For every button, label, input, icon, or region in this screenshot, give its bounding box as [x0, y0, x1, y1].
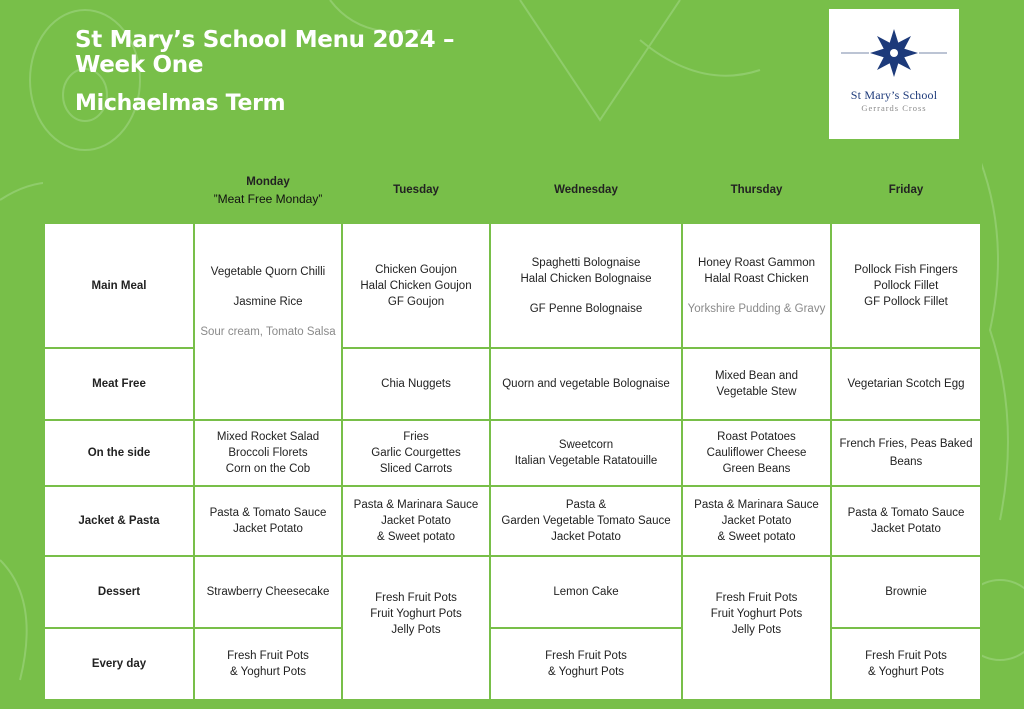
- logo-location: Gerrards Cross: [861, 103, 927, 113]
- row-label-dessert: Dessert: [44, 556, 194, 628]
- menu-line: Fruit Yoghurt Pots: [710, 608, 803, 620]
- menu-line: GF Penne Bolognaise: [529, 302, 643, 315]
- row-label-every-day: Every day: [44, 628, 194, 700]
- wednesday-meat-free: Quorn and vegetable Bolognaise: [490, 348, 682, 420]
- row-label-on-the-side: On the side: [44, 420, 194, 486]
- menu-line: Jelly Pots: [391, 624, 441, 636]
- day-header-friday: Friday: [831, 157, 981, 223]
- menu-line: & Yoghurt Pots: [867, 666, 945, 678]
- monday-dessert: Strawberry Cheesecake: [194, 556, 342, 628]
- leaf-sketch-left: [0, 560, 27, 680]
- dessert-row: [44, 556, 981, 628]
- menu-line: & Sweet potato: [377, 531, 455, 543]
- star-flower-icon: [829, 9, 959, 139]
- logo-school-name: St Mary’s School: [850, 88, 938, 102]
- menu-line: Halal Chicken Goujon: [360, 279, 472, 292]
- menu-line-extra: Sour cream, Tomato Salsa: [200, 325, 336, 338]
- menu-line: Fries: [403, 431, 429, 443]
- friday-side: French Fries, Peas Baked Beans: [831, 420, 981, 486]
- menu-line: Pasta &: [565, 499, 607, 511]
- corner-cell: [44, 157, 194, 223]
- menu-line: Honey Roast Gammon: [698, 256, 815, 269]
- menu-line: Jacket Potato: [551, 531, 621, 543]
- stem-sketch: [640, 40, 760, 76]
- menu-line: Mixed Rocket Salad: [216, 431, 320, 443]
- menu-line: Halal Chicken Bolognaise: [520, 272, 652, 285]
- leaf-sketch-top: [520, 0, 680, 120]
- menu-line: Jasmine Rice: [233, 295, 303, 308]
- menu-line: Pasta & Tomato Sauce: [847, 507, 965, 519]
- meat-free-row: [44, 348, 981, 420]
- tuesday-dessert-every-day: [342, 556, 490, 700]
- school-logo: [829, 9, 959, 139]
- wednesday-every-day: [490, 628, 682, 700]
- friday-dessert: Brownie: [831, 556, 981, 628]
- menu-line: Chicken Goujon: [375, 263, 457, 276]
- menu-line: Sweetcorn: [558, 439, 614, 451]
- thursday-main-meal: [682, 223, 831, 348]
- row-label-jacket-pasta: Jacket & Pasta: [44, 486, 194, 556]
- menu-line: Fresh Fruit Pots: [715, 592, 798, 604]
- menu-line: Halal Roast Chicken: [704, 272, 809, 285]
- menu-line: Jacket Potato: [721, 515, 792, 527]
- day-label-monday: Monday: [246, 175, 290, 188]
- menu-line: Jacket Potato: [381, 515, 451, 527]
- menu-line: Italian Vegetable Ratatouille: [514, 455, 658, 467]
- menu-line: Fruit Yoghurt Pots: [370, 608, 462, 620]
- thursday-dessert-every-day: [682, 556, 831, 700]
- menu-line: Fresh Fruit Pots: [545, 650, 627, 662]
- every-day-row: [44, 628, 981, 700]
- term-subtitle: Michaelmas Term: [75, 91, 286, 116]
- leaf-sketch-right: [980, 160, 1008, 520]
- jacket-pasta-row: [44, 486, 981, 556]
- menu-line: Pasta & Tomato Sauce: [209, 507, 327, 519]
- wednesday-side: [490, 420, 682, 486]
- main-meal-row: [44, 223, 981, 348]
- tuesday-meat-free: Chia Nuggets: [342, 348, 490, 420]
- menu-line: & Sweet potato: [717, 531, 796, 543]
- page-title: St Mary’s School Menu 2024 – Week One: [75, 27, 455, 78]
- menu-line: Garden Vegetable Tomato Sauce: [501, 515, 671, 527]
- menu-line: Mixed Bean and: [714, 370, 799, 382]
- friday-main-meal: [831, 223, 981, 348]
- meat-free-monday-note: ”Meat Free Monday”: [213, 191, 323, 206]
- menu-line: Pasta & Marinara Sauce: [694, 499, 819, 511]
- menu-line: Corn on the Cob: [225, 463, 311, 475]
- monday-every-day: [194, 628, 342, 700]
- day-header-thursday: Thursday: [682, 157, 831, 223]
- menu-line: Pollock Fish Fingers: [854, 263, 958, 276]
- on-the-side-row: [44, 420, 981, 486]
- menu-line: Broccoli Florets: [228, 447, 308, 459]
- tuesday-main-meal: [342, 223, 490, 348]
- monday-side: [194, 420, 342, 486]
- day-header-tuesday: Tuesday: [342, 157, 490, 223]
- menu-line: Pasta & Marinara Sauce: [353, 499, 479, 511]
- menu-line: GF Pollock Fillet: [864, 295, 948, 308]
- menu-line: Pollock Fillet: [873, 279, 939, 292]
- menu-line: Cauliflower Cheese: [706, 447, 807, 459]
- wednesday-jacket-pasta: [490, 486, 682, 556]
- menu-line: Sliced Carrots: [379, 463, 453, 475]
- menu-line-extra: Yorkshire Pudding & Gravy: [687, 302, 826, 315]
- menu-line: Jacket Potato: [871, 523, 941, 535]
- menu-line: Vegetable Stew: [716, 386, 797, 398]
- row-label-meat-free: Meat Free: [44, 348, 194, 420]
- menu-line: Jacket Potato: [233, 523, 303, 535]
- menu-line: Garlic Courgettes: [371, 447, 461, 459]
- thursday-meat-free: [682, 348, 831, 420]
- friday-jacket-pasta: [831, 486, 981, 556]
- tuesday-side: [342, 420, 490, 486]
- day-header-wednesday: Wednesday: [490, 157, 682, 223]
- thursday-jacket-pasta: [682, 486, 831, 556]
- friday-every-day: [831, 628, 981, 700]
- menu-line: & Yoghurt Pots: [547, 666, 625, 678]
- menu-line: Roast Potatoes: [717, 431, 796, 443]
- thursday-side: [682, 420, 831, 486]
- day-header-row: [44, 157, 981, 223]
- menu-line: Fresh Fruit Pots: [375, 592, 457, 604]
- menu-line: Jelly Pots: [731, 624, 782, 636]
- tuesday-jacket-pasta: [342, 486, 490, 556]
- menu-line: Green Beans: [722, 463, 791, 475]
- weekly-menu-table: [43, 156, 982, 701]
- day-header-monday: [194, 157, 342, 223]
- menu-line: Vegetable Quorn Chilli: [210, 265, 326, 278]
- menu-line: GF Goujon: [387, 295, 445, 308]
- wednesday-main-meal: [490, 223, 682, 348]
- menu-line: Fresh Fruit Pots: [865, 650, 947, 662]
- row-label-main-meal: Main Meal: [44, 223, 194, 348]
- wednesday-dessert: Lemon Cake: [490, 556, 682, 628]
- monday-main-meal: [194, 223, 342, 420]
- menu-line: Fresh Fruit Pots: [227, 650, 309, 662]
- monday-jacket-pasta: [194, 486, 342, 556]
- menu-line: Spaghetti Bolognaise: [531, 256, 641, 269]
- menu-line: & Yoghurt Pots: [229, 666, 307, 678]
- friday-meat-free: Vegetarian Scotch Egg: [831, 348, 981, 420]
